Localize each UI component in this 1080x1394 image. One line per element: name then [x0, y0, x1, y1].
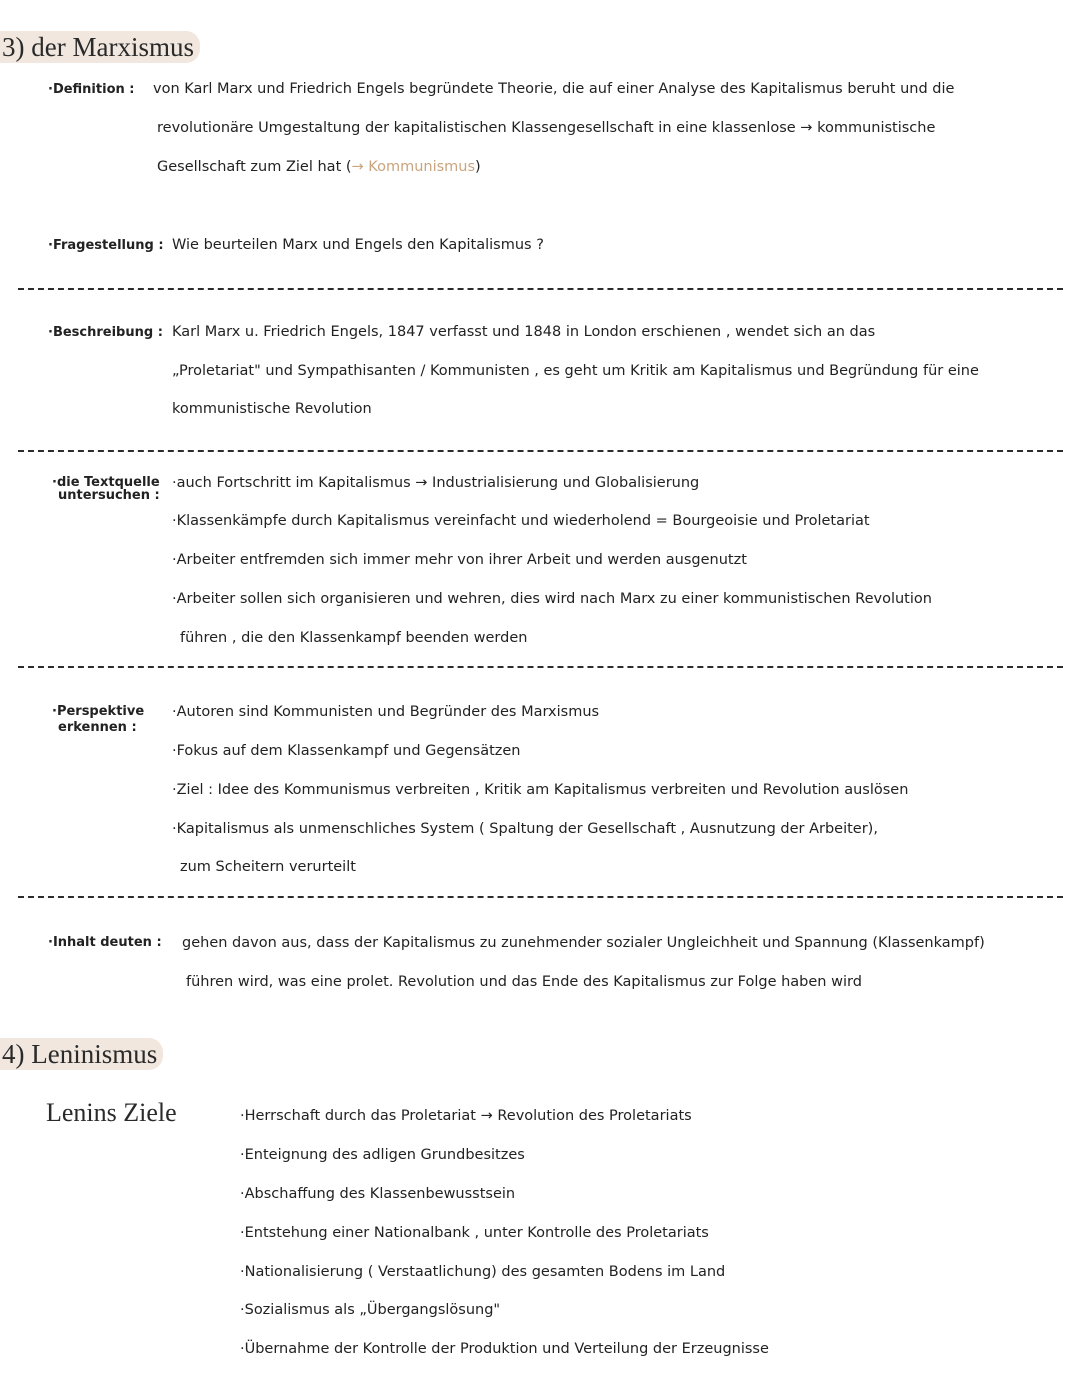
kommunismus-reference: → Kommunismus: [351, 159, 476, 175]
lenin-goal-4: ·Entstehung einer Nationalbank , unter Kontrolle des Proletariats: [240, 1225, 709, 1241]
inhalt-line-2: führen wird, was eine prolet. Revolution und das Ende des Kapitalismus zur Folge haben wird: [186, 974, 862, 990]
lenin-goal-7: ·Übernahme der Kontrolle der Produktion und Verteilung der Erzeugnisse: [240, 1341, 769, 1357]
beschreibung-line-3: kommunistische Revolution: [172, 401, 372, 417]
textquelle-item-3: ·Arbeiter entfremden sich immer mehr von ihrer Arbeit und werden ausgenutzt: [172, 552, 747, 568]
fragestellung-text: Wie beurteilen Marx und Engels den Kapitalismus ?: [172, 237, 544, 253]
beschreibung-line-2: „Proletariat" und Sympathisanten / Kommunisten , es geht um Kritik am Kapitalismus und Begründung für eine: [172, 363, 979, 379]
perspektive-item-5: zum Scheitern verurteilt: [180, 859, 356, 875]
perspektive-item-3: ·Ziel : Idee des Kommunismus verbreiten , Kritik am Kapitalismus verbreiten und Revolution auslösen: [172, 782, 909, 798]
lenins-ziele-heading: Lenins Ziele: [46, 1098, 177, 1127]
textquelle-item-1: ·auch Fortschritt im Kapitalismus → Industrialisierung und Globalisierung: [172, 475, 700, 491]
definition-line-3-close: ): [475, 159, 481, 175]
perspektive-item-2: ·Fokus auf dem Klassenkampf und Gegensätzen: [172, 743, 521, 759]
definition-label: ·Definition :: [48, 82, 135, 97]
textquelle-item-2: ·Klassenkämpfe durch Kapitalismus vereinfacht und wiederholend = Bourgeoisie und Proletariat: [172, 513, 870, 529]
divider-3: [18, 666, 1063, 668]
definition-line-1: von Karl Marx und Friedrich Engels begründete Theorie, die auf einer Analyse des Kapitalismus beruht und die: [153, 81, 955, 97]
perspektive-label-1: ·Perspektive: [52, 704, 145, 719]
beschreibung-label: ·Beschreibung :: [48, 325, 163, 340]
lenin-goal-6: ·Sozialismus als „Übergangslösung": [240, 1302, 501, 1318]
divider-4: [18, 896, 1063, 898]
fragestellung-label: ·Fragestellung :: [48, 238, 164, 253]
lenin-goal-5: ·Nationalisierung ( Verstaatlichung) des gesamten Bodens im Land: [240, 1264, 726, 1280]
definition-line-3: [157, 158, 481, 176]
perspektive-item-4: ·Kapitalismus als unmenschliches System ( Spaltung der Gesellschaft , Ausnutzung der Arbeiter),: [172, 821, 878, 837]
divider-2: [18, 450, 1063, 452]
inhalt-line-1: gehen davon aus, dass der Kapitalismus zu zunehmender sozialer Ungleichheit und Spannung (Klassenkampf): [182, 935, 985, 951]
textquelle-label-2: untersuchen :: [58, 488, 160, 503]
lenin-goal-1: ·Herrschaft durch das Proletariat → Revolution des Proletariats: [240, 1108, 692, 1124]
perspektive-item-1: ·Autoren sind Kommunisten und Begründer des Marxismus: [172, 704, 600, 720]
definition-line-3-text: Gesellschaft zum Ziel hat (: [157, 159, 352, 175]
textquelle-label-1: ·die Textquelle: [52, 475, 160, 490]
inhalt-label: ·Inhalt deuten :: [48, 935, 162, 950]
lenin-goal-3: ·Abschaffung des Klassenbewusstsein: [240, 1186, 516, 1202]
lenin-goal-2: ·Enteignung des adligen Grundbesitzes: [240, 1147, 525, 1163]
definition-line-2: revolutionäre Umgestaltung der kapitalistischen Klassengesellschaft in eine klassenlose → kommunistische: [157, 120, 936, 136]
textquelle-item-5: führen , die den Klassenkampf beenden werden: [180, 630, 528, 646]
textquelle-item-4: ·Arbeiter sollen sich organisieren und wehren, dies wird nach Marx zu einer kommunistischen Revolution: [172, 591, 932, 607]
divider-1: [18, 288, 1063, 290]
perspektive-label-2: erkennen :: [58, 720, 137, 735]
section-title-leninismus: 4) Leninismus: [0, 1038, 163, 1070]
section-title-marxismus: 3) der Marxismus: [0, 31, 200, 63]
beschreibung-line-1: Karl Marx u. Friedrich Engels, 1847 verfasst und 1848 in London erschienen , wendet sich an das: [172, 324, 876, 340]
